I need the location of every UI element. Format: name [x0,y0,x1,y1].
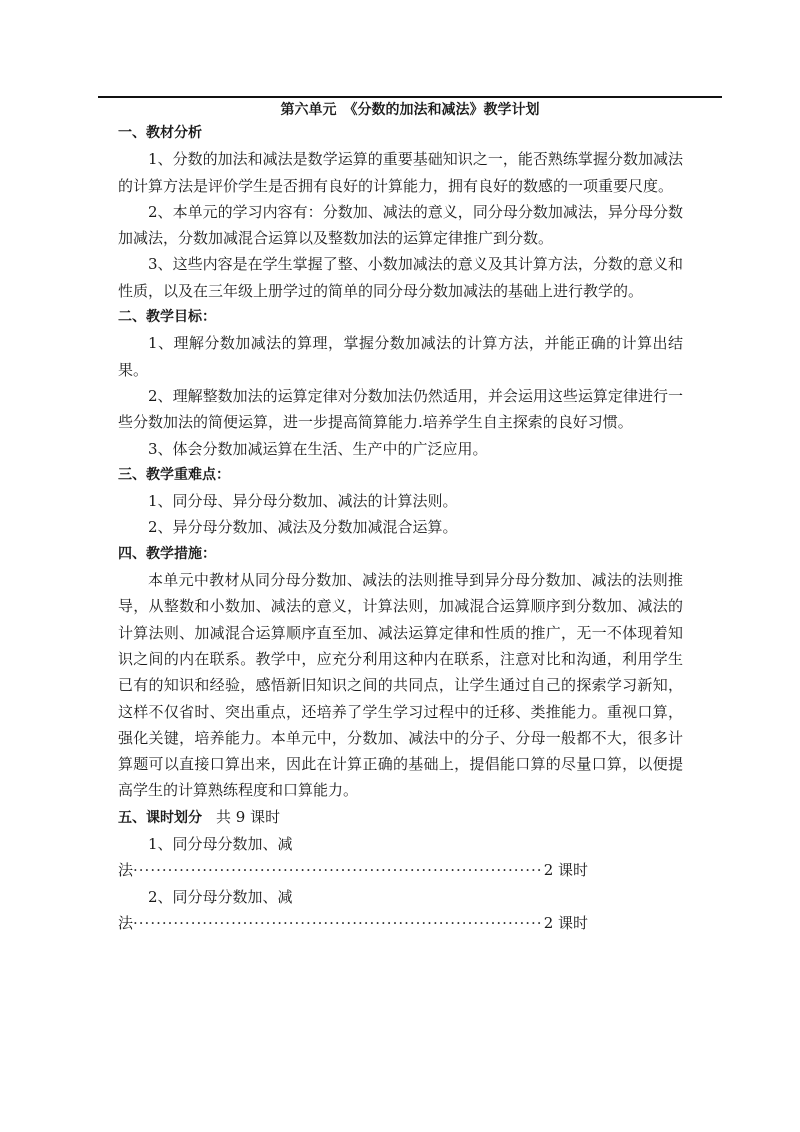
schedule-heading-text: 五、课时划分 [118,809,202,826]
section-heading-schedule [118,804,683,831]
paragraph: 3、这些内容是在学生掌握了整、小数加减法的意义及其计算方法，分数的意义和性质，以及在三年级上册学过的简单的同分母分数加减法的基础上进行教学的。 [118,255,683,300]
dot-leader [133,910,544,936]
section-heading-analysis: 一、教材分析 [118,125,202,141]
schedule-total: 共 9 课时 [216,807,281,826]
dot-leader [133,857,544,883]
paragraph: 1、同分母、异分母分数加、减法的计算法则。 [148,492,458,511]
paragraph: 2、本单元的学习内容有：分数加、减法的意义，同分母分数加减法，异分母分数加减法，分数加减混合运算以及整数加法的运算定律推广到分数。 [118,202,683,248]
schedule-item-continuation: 法 [118,861,134,880]
schedule-item-hours: 2 课时 [543,913,588,932]
schedule-item-leader [118,910,588,936]
schedule-item-leader [118,857,588,883]
paragraph: 2、理解整数加法的运算定律对分数加法仍然适用，并会运用这些运算定律进行一些分数加法的简便运算，进一步提高简算能力.培养学生自主探索的良好习惯。 [118,386,683,432]
paragraph: 本单元中教材从同分母分数加、减法的法则推导到异分母分数加、减法的法则推导，从整数和小数加、减法的意义，计算法则，加减混合运算顺序到分数加、减法的计算法则、加减混合运算顺序直至加、减法运算定律和性质的推广，无一不体现着知识之间的内在联系。教学中，应充分利用这种内在联系，注意对比和沟通，利用学生已有的知识和经验，感悟新旧知识之间的共同点，让学生通过自己的探索学习新知，这样不仅省时、突出重点，还培养了学生学习过程中的迁移、类推能力。重视口算，强化关键，培养能力。本单元中，分数加、减法中的分子、分母一般都不大，很多计算题可以直接口算出来，因此在计算正确的基础上，提倡能口算的尽量口算，以便提高学生的计算熟练程度和口算能力。 [118,571,683,800]
schedule-item-label: 1、同分母分数加、减 [148,835,293,854]
schedule-item-hours: 2 课时 [543,861,588,880]
header-rule [98,96,722,98]
section-heading-key-points: 三、教学重难点： [118,466,230,483]
schedule-item-continuation: 法 [118,913,134,932]
page-title: 第六单元 《分数的加法和减法》教学计划 [280,102,540,118]
paragraph: 1、分数的加法和减法是数学运算的重要基础知识之一，能否熟练掌握分数加减法的计算方法是评价学生是否拥有良好的计算能力，拥有良好的数感的一项重要尺度。 [118,150,683,195]
paragraph: 2、异分母分数加、减法及分数加减混合运算。 [148,518,458,537]
section-heading-measures: 四、教学措施： [118,545,216,562]
document-body [118,120,683,936]
paragraph: 3、体会分数加减运算在生活、生产中的广泛应用。 [148,439,488,458]
section-heading-goals: 二、教学目标： [118,309,216,326]
schedule-item-label: 2、同分母分数加、减 [148,887,293,906]
paragraph: 1、理解分数加减法的算理，掌握分数加减法的计算方法，并能正确的计算出结果。 [118,334,683,379]
